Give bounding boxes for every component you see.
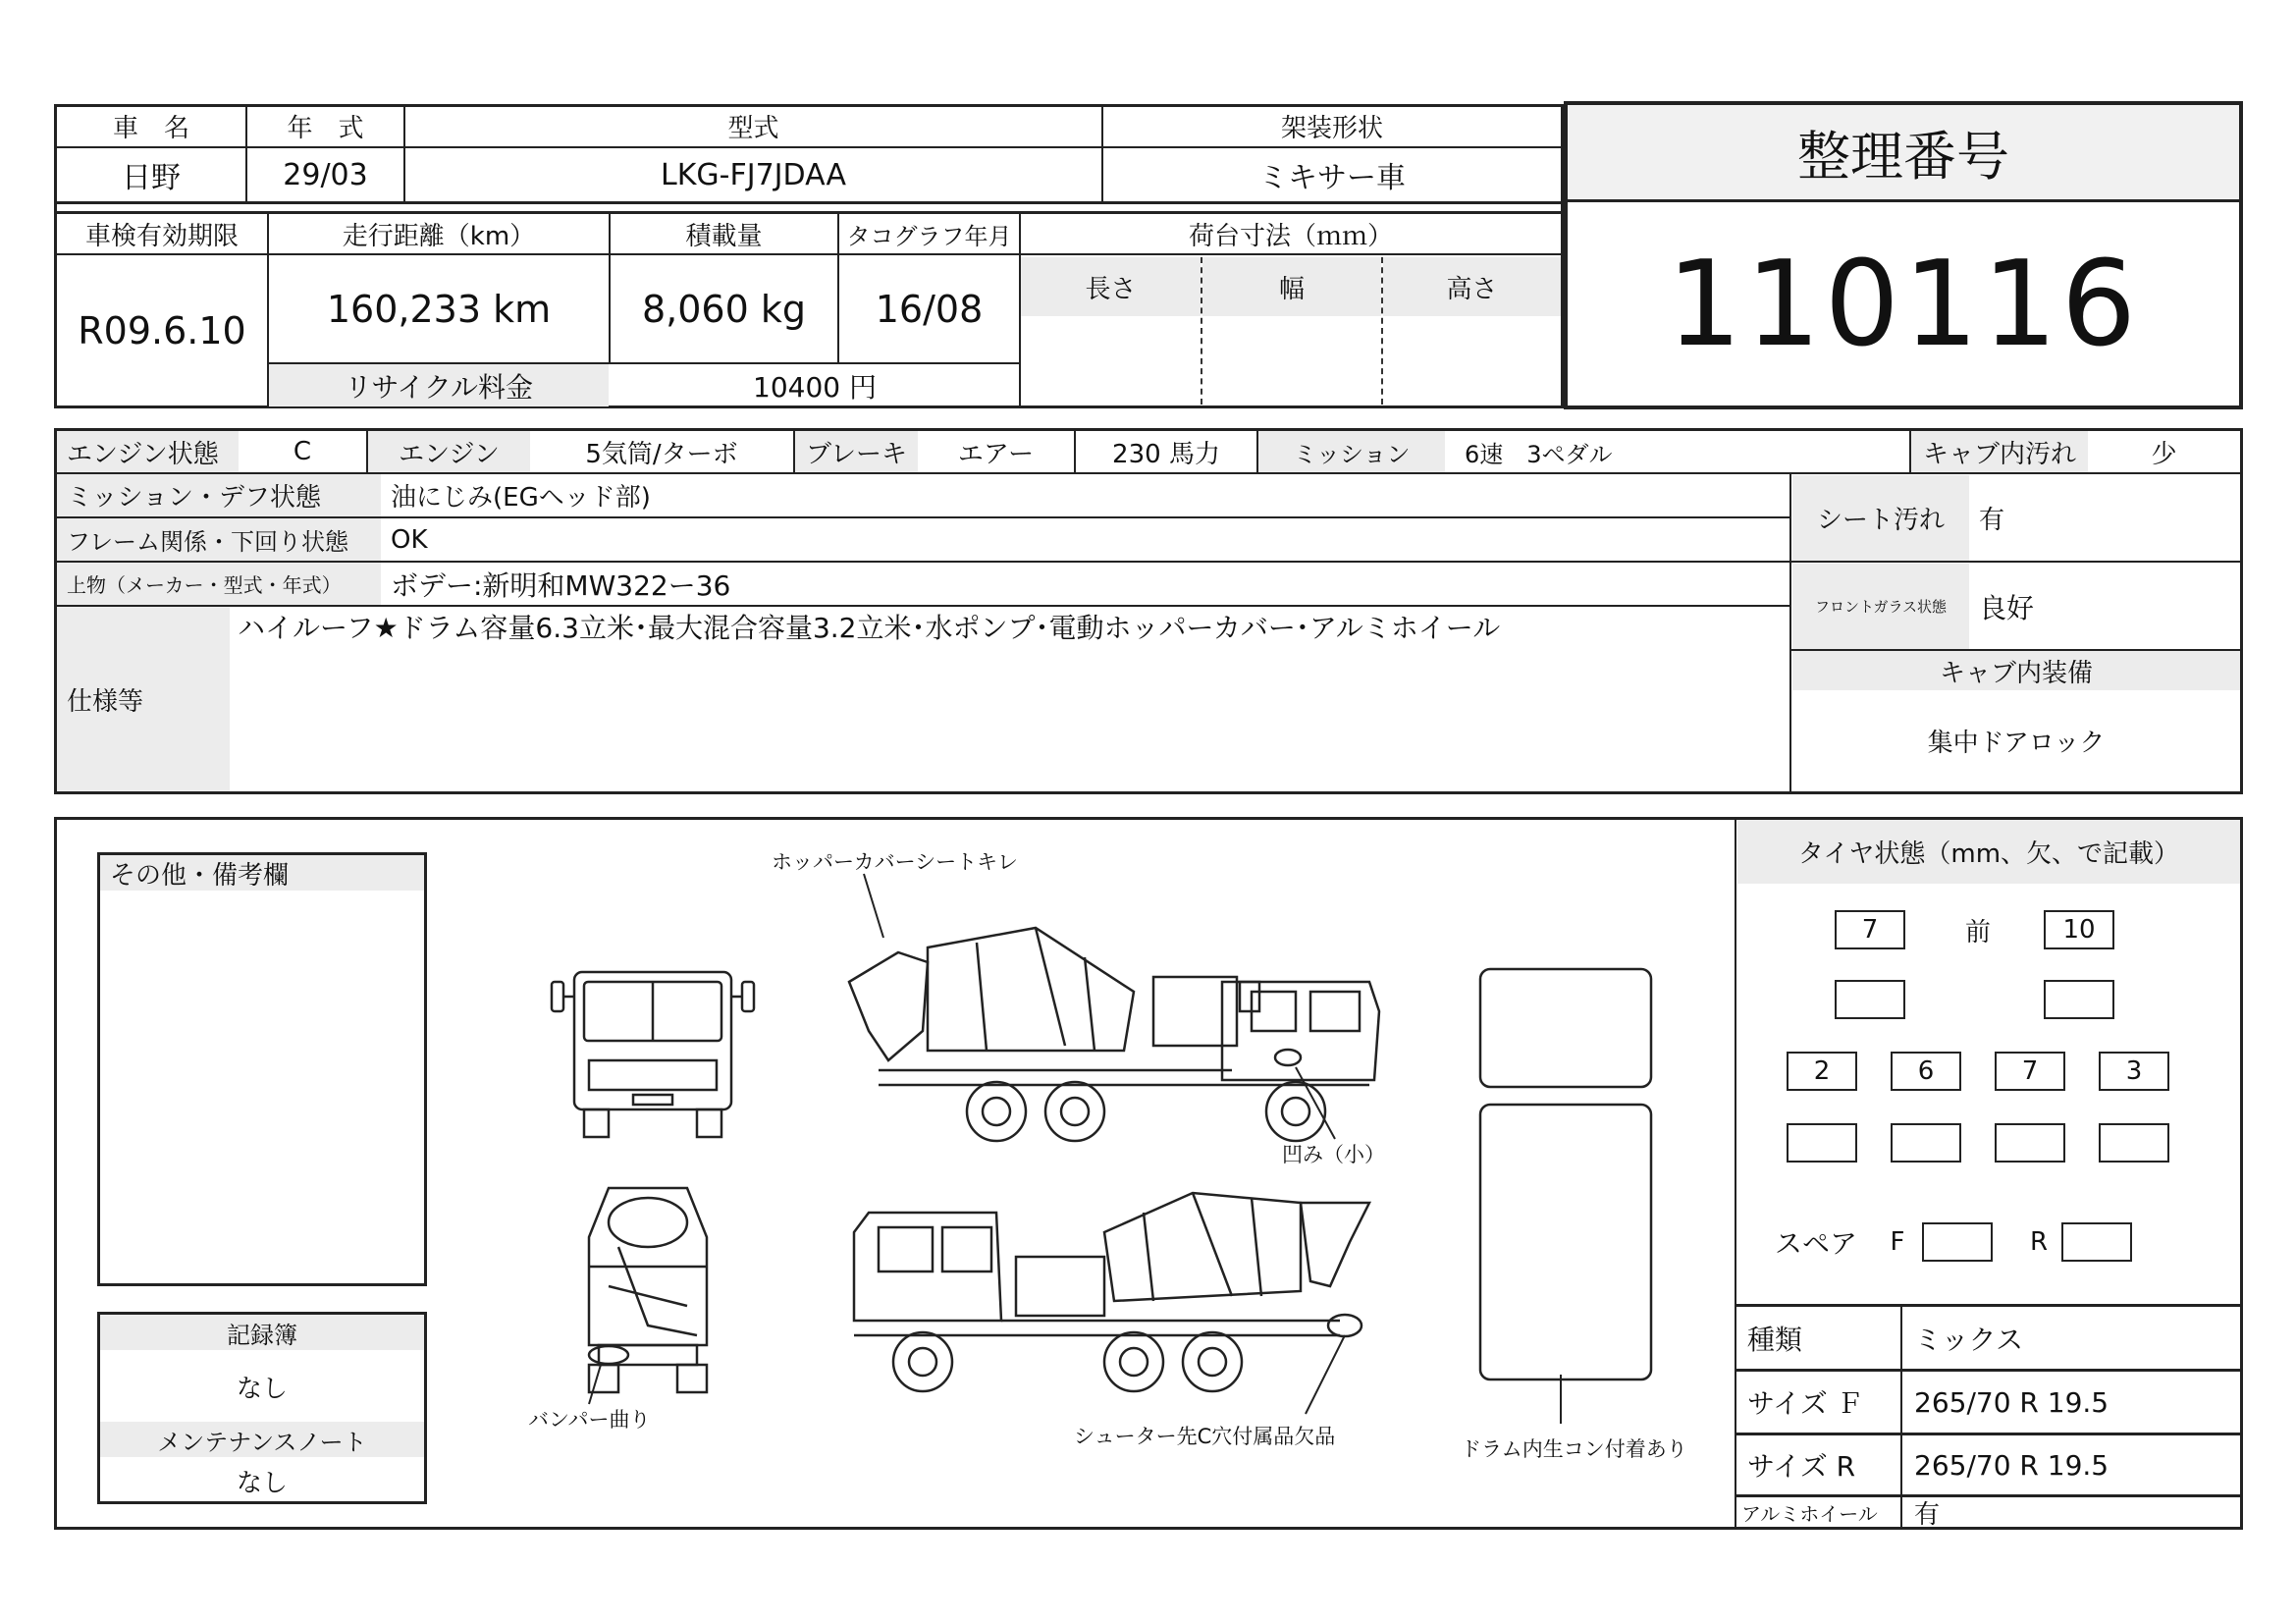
note-drum: ドラム内生コン付着あり — [1461, 1437, 1687, 1461]
tire-size-rear-label: サイズ R — [1747, 1450, 1856, 1483]
mileage-label: 走行距離（km） — [342, 221, 536, 251]
note-bumper: バンパー曲り — [528, 1408, 651, 1432]
record-label: 記録簿 — [100, 1315, 424, 1350]
cab-dirt: 少 — [2151, 439, 2177, 469]
cab-equipment: 集中ドアロック — [1927, 729, 2106, 758]
spec-text: ハイルーフ★ドラム容量6.3立米･最大混合容量3.2立米･水ポンプ･電動ホッパーカバー･アルミホイール — [238, 612, 1501, 644]
year-label: 年 式 — [287, 114, 364, 143]
tire-type: ミックス — [1914, 1323, 2024, 1356]
spare-f-label: F — [1890, 1227, 1905, 1257]
tachograph-date: 16/08 — [875, 287, 984, 331]
tire-rear-7 — [1995, 1123, 2065, 1163]
vehicle-name-label: 車 名 — [112, 114, 189, 143]
spare-rear-tire — [2061, 1222, 2132, 1262]
mission-label: ミッション — [1258, 431, 1445, 472]
load-capacity-label: 積載量 — [685, 221, 763, 251]
cab-equipment-label: キャブ内装備 — [1792, 651, 2240, 690]
tire-rear-4: 3 — [2099, 1052, 2169, 1091]
brake-label: ブレーキ — [795, 431, 918, 472]
inspection-expiry: R09.6.10 — [78, 309, 246, 352]
mileage: 160,233 km — [326, 287, 552, 331]
tire-rear-6 — [1891, 1123, 1961, 1163]
stock-number: 110116 — [1666, 236, 2141, 373]
tire-rear-2: 6 — [1891, 1052, 1961, 1091]
front-glass: 良好 — [1979, 591, 2035, 624]
model-label: 型式 — [727, 114, 779, 143]
spare-r-label: R — [2029, 1227, 2049, 1257]
mission-diff-state: 油にじみ(EGヘッド部) — [391, 483, 651, 513]
tire-front-right: 10 — [2044, 910, 2114, 949]
mission-type: 6速 3ペダル — [1465, 440, 1613, 468]
other-remarks-label: その他・備考欄 — [100, 855, 424, 891]
vehicle-name: 日野 — [122, 161, 181, 195]
maintenance-note-value: なし — [236, 1468, 288, 1498]
tire-rear-3: 7 — [1995, 1052, 2065, 1091]
tire-front-left-2 — [1835, 980, 1905, 1019]
vehicle-model: LKG-FJ7JDAA — [661, 157, 846, 192]
engine-label: エンジン — [368, 431, 530, 472]
tachograph-label: タコグラフ年月 — [846, 222, 1012, 250]
engine-state-label: エンジン状態 — [57, 431, 239, 472]
frame-label: フレーム関係・下回り状態 — [57, 518, 381, 561]
vehicle-body-type: ミキサー車 — [1258, 161, 1406, 195]
engine-state: C — [293, 437, 312, 466]
tire-rear-8 — [2099, 1123, 2169, 1163]
tire-rear-5 — [1787, 1123, 1857, 1163]
spec-label: 仕様等 — [57, 607, 230, 791]
vehicle-year: 29/03 — [283, 157, 368, 192]
engine-type: 5気筒/ターボ — [585, 439, 738, 469]
stock-number-label: 整理番号 — [1568, 105, 2239, 199]
upper-body-label: 上物（メーカー・型式・年式） — [57, 563, 381, 605]
front-glass-label: フロントガラス状態 — [1792, 564, 1969, 649]
record-value: なし — [236, 1374, 288, 1404]
tire-front-label: 前 — [1964, 917, 1991, 947]
note-chute: シューター先C穴付属品欠品 — [1074, 1425, 1336, 1448]
note-hopper-cover: ホッパーカバーシートキレ — [772, 850, 1018, 874]
brake-type: エアー — [957, 439, 1035, 469]
tire-size-rear: 265/70 R 19.5 — [1914, 1448, 2109, 1482]
body-type-label: 架装形状 — [1280, 114, 1383, 143]
recycle-fee: 10400 円 — [753, 370, 877, 404]
tire-state-label: タイヤ状態（mm、欠、で記載） — [1737, 820, 2240, 884]
spare-front-tire — [1922, 1222, 1993, 1262]
cargo-height-label: 高さ — [1383, 257, 1561, 316]
seat-dirt: 有 — [1979, 506, 2005, 535]
maintenance-note-label: メンテナンスノート — [100, 1422, 424, 1457]
tire-size-front: 265/70 R 19.5 — [1914, 1385, 2109, 1419]
alu-wheel: 有 — [1914, 1499, 1941, 1530]
seat-dirt-label: シート汚れ — [1792, 475, 1969, 561]
tire-rear-1: 2 — [1787, 1052, 1857, 1091]
cargo-length-label: 長さ — [1021, 257, 1201, 316]
cab-dirt-label: キャブ内汚れ — [1911, 431, 2088, 472]
upper-body: ボデー:新明和MW322ー36 — [391, 568, 731, 602]
alu-wheel-label: アルミホイール — [1741, 1501, 1878, 1526]
tire-front-left: 7 — [1835, 910, 1905, 949]
mission-diff-label: ミッション・デフ状態 — [57, 474, 381, 516]
tire-front-right-2 — [2044, 980, 2114, 1019]
note-dent: 凹み（小） — [1282, 1143, 1385, 1166]
tire-size-front-label: サイズ Ｆ — [1747, 1387, 1864, 1420]
spare-label: スペア — [1774, 1227, 1857, 1260]
frame-state: OK — [391, 524, 428, 555]
horsepower: 230 馬力 — [1112, 439, 1220, 469]
cargo-dimensions-label: 荷台寸法（ｍｍ） — [1188, 221, 1393, 251]
recycle-fee-label: リサイクル料金 — [269, 364, 609, 406]
tire-type-label: 種類 — [1747, 1323, 1803, 1356]
inspection-expiry-label: 車検有効期限 — [84, 221, 239, 251]
load-capacity: 8,060 kg — [642, 287, 806, 331]
cargo-width-label: 幅 — [1202, 257, 1381, 316]
